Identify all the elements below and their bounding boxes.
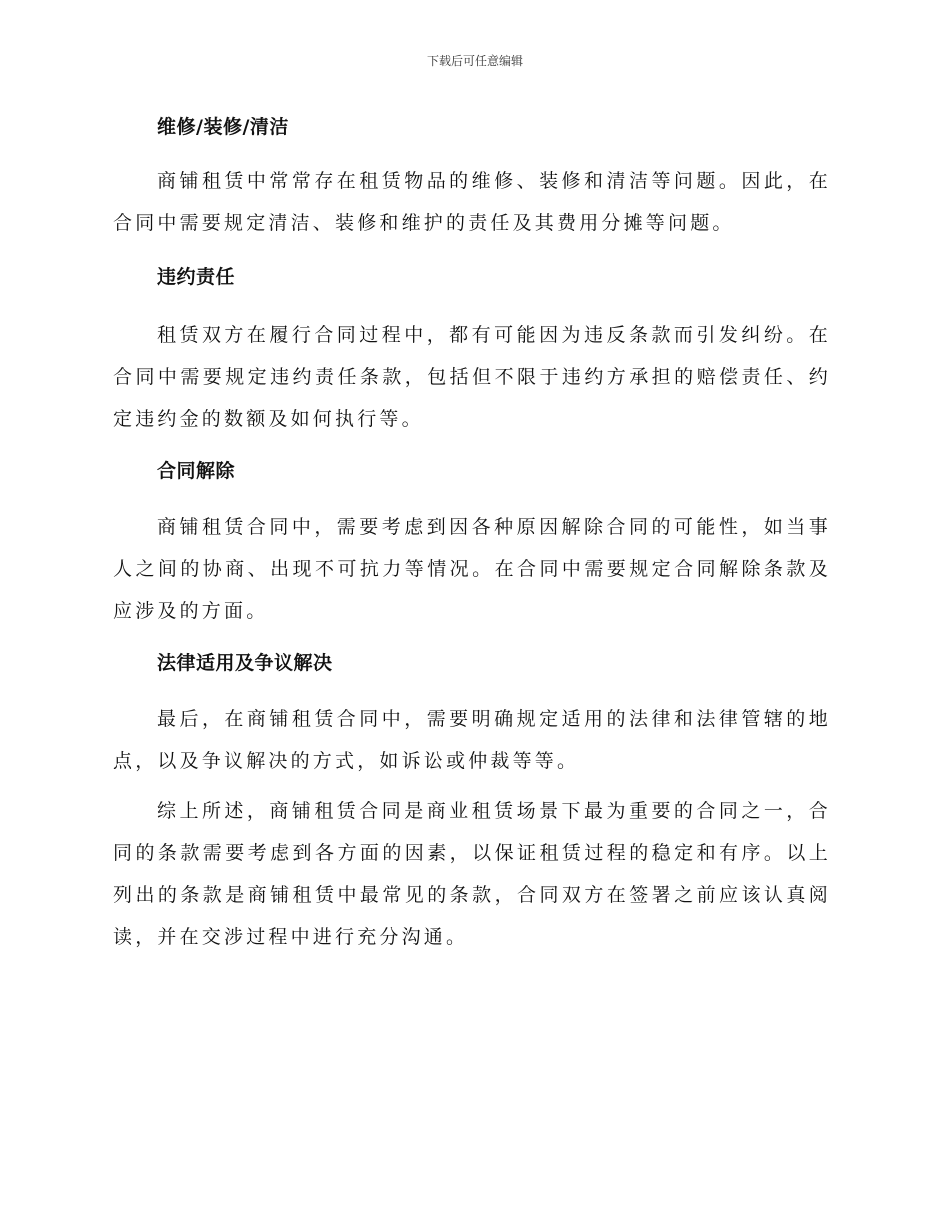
section-heading-maintenance: 维修/装修/清洁 [157, 116, 289, 138]
section-paragraph-termination: 商铺租赁合同中，需要考虑到因各种原因解除合同的可能性，如当事人之间的协商、出现不可抗力等情况。在合同中需要规定合同解除条款及应涉及的方面。 [113, 516, 831, 622]
section-paragraph-law-dispute: 最后，在商铺租赁合同中，需要明确规定适用的法律和法律管辖的地点，以及争议解决的方式，如诉讼或仲裁等等。 [113, 708, 831, 772]
section-paragraph-breach: 租赁双方在履行合同过程中，都有可能因为违反条款而引发纠纷。在合同中需要规定违约责任条款，包括但不限于违约方承担的赔偿责任、约定违约金的数额及如何执行等。 [113, 324, 831, 430]
conclusion-paragraph: 综上所述，商铺租赁合同是商业租赁场景下最为重要的合同之一，合同的条款需要考虑到各方面的因素，以保证租赁过程的稳定和有序。以上列出的条款是商铺租赁中最常见的条款，合同双方在签署之前应该认真阅读，并在交涉过程中进行充分沟通。 [113, 800, 831, 948]
section-paragraph-maintenance: 商铺租赁中常常存在租赁物品的维修、装修和清洁等问题。因此，在合同中需要规定清洁、装修和维护的责任及其费用分摊等问题。 [113, 170, 831, 234]
page-header-note: 下载后可任意编辑 [426, 54, 523, 68]
document-body [113, 112, 831, 958]
section-heading-breach: 违约责任 [157, 266, 236, 288]
section-heading-termination: 合同解除 [157, 460, 236, 482]
section-heading-law-dispute: 法律适用及争议解决 [157, 652, 333, 674]
